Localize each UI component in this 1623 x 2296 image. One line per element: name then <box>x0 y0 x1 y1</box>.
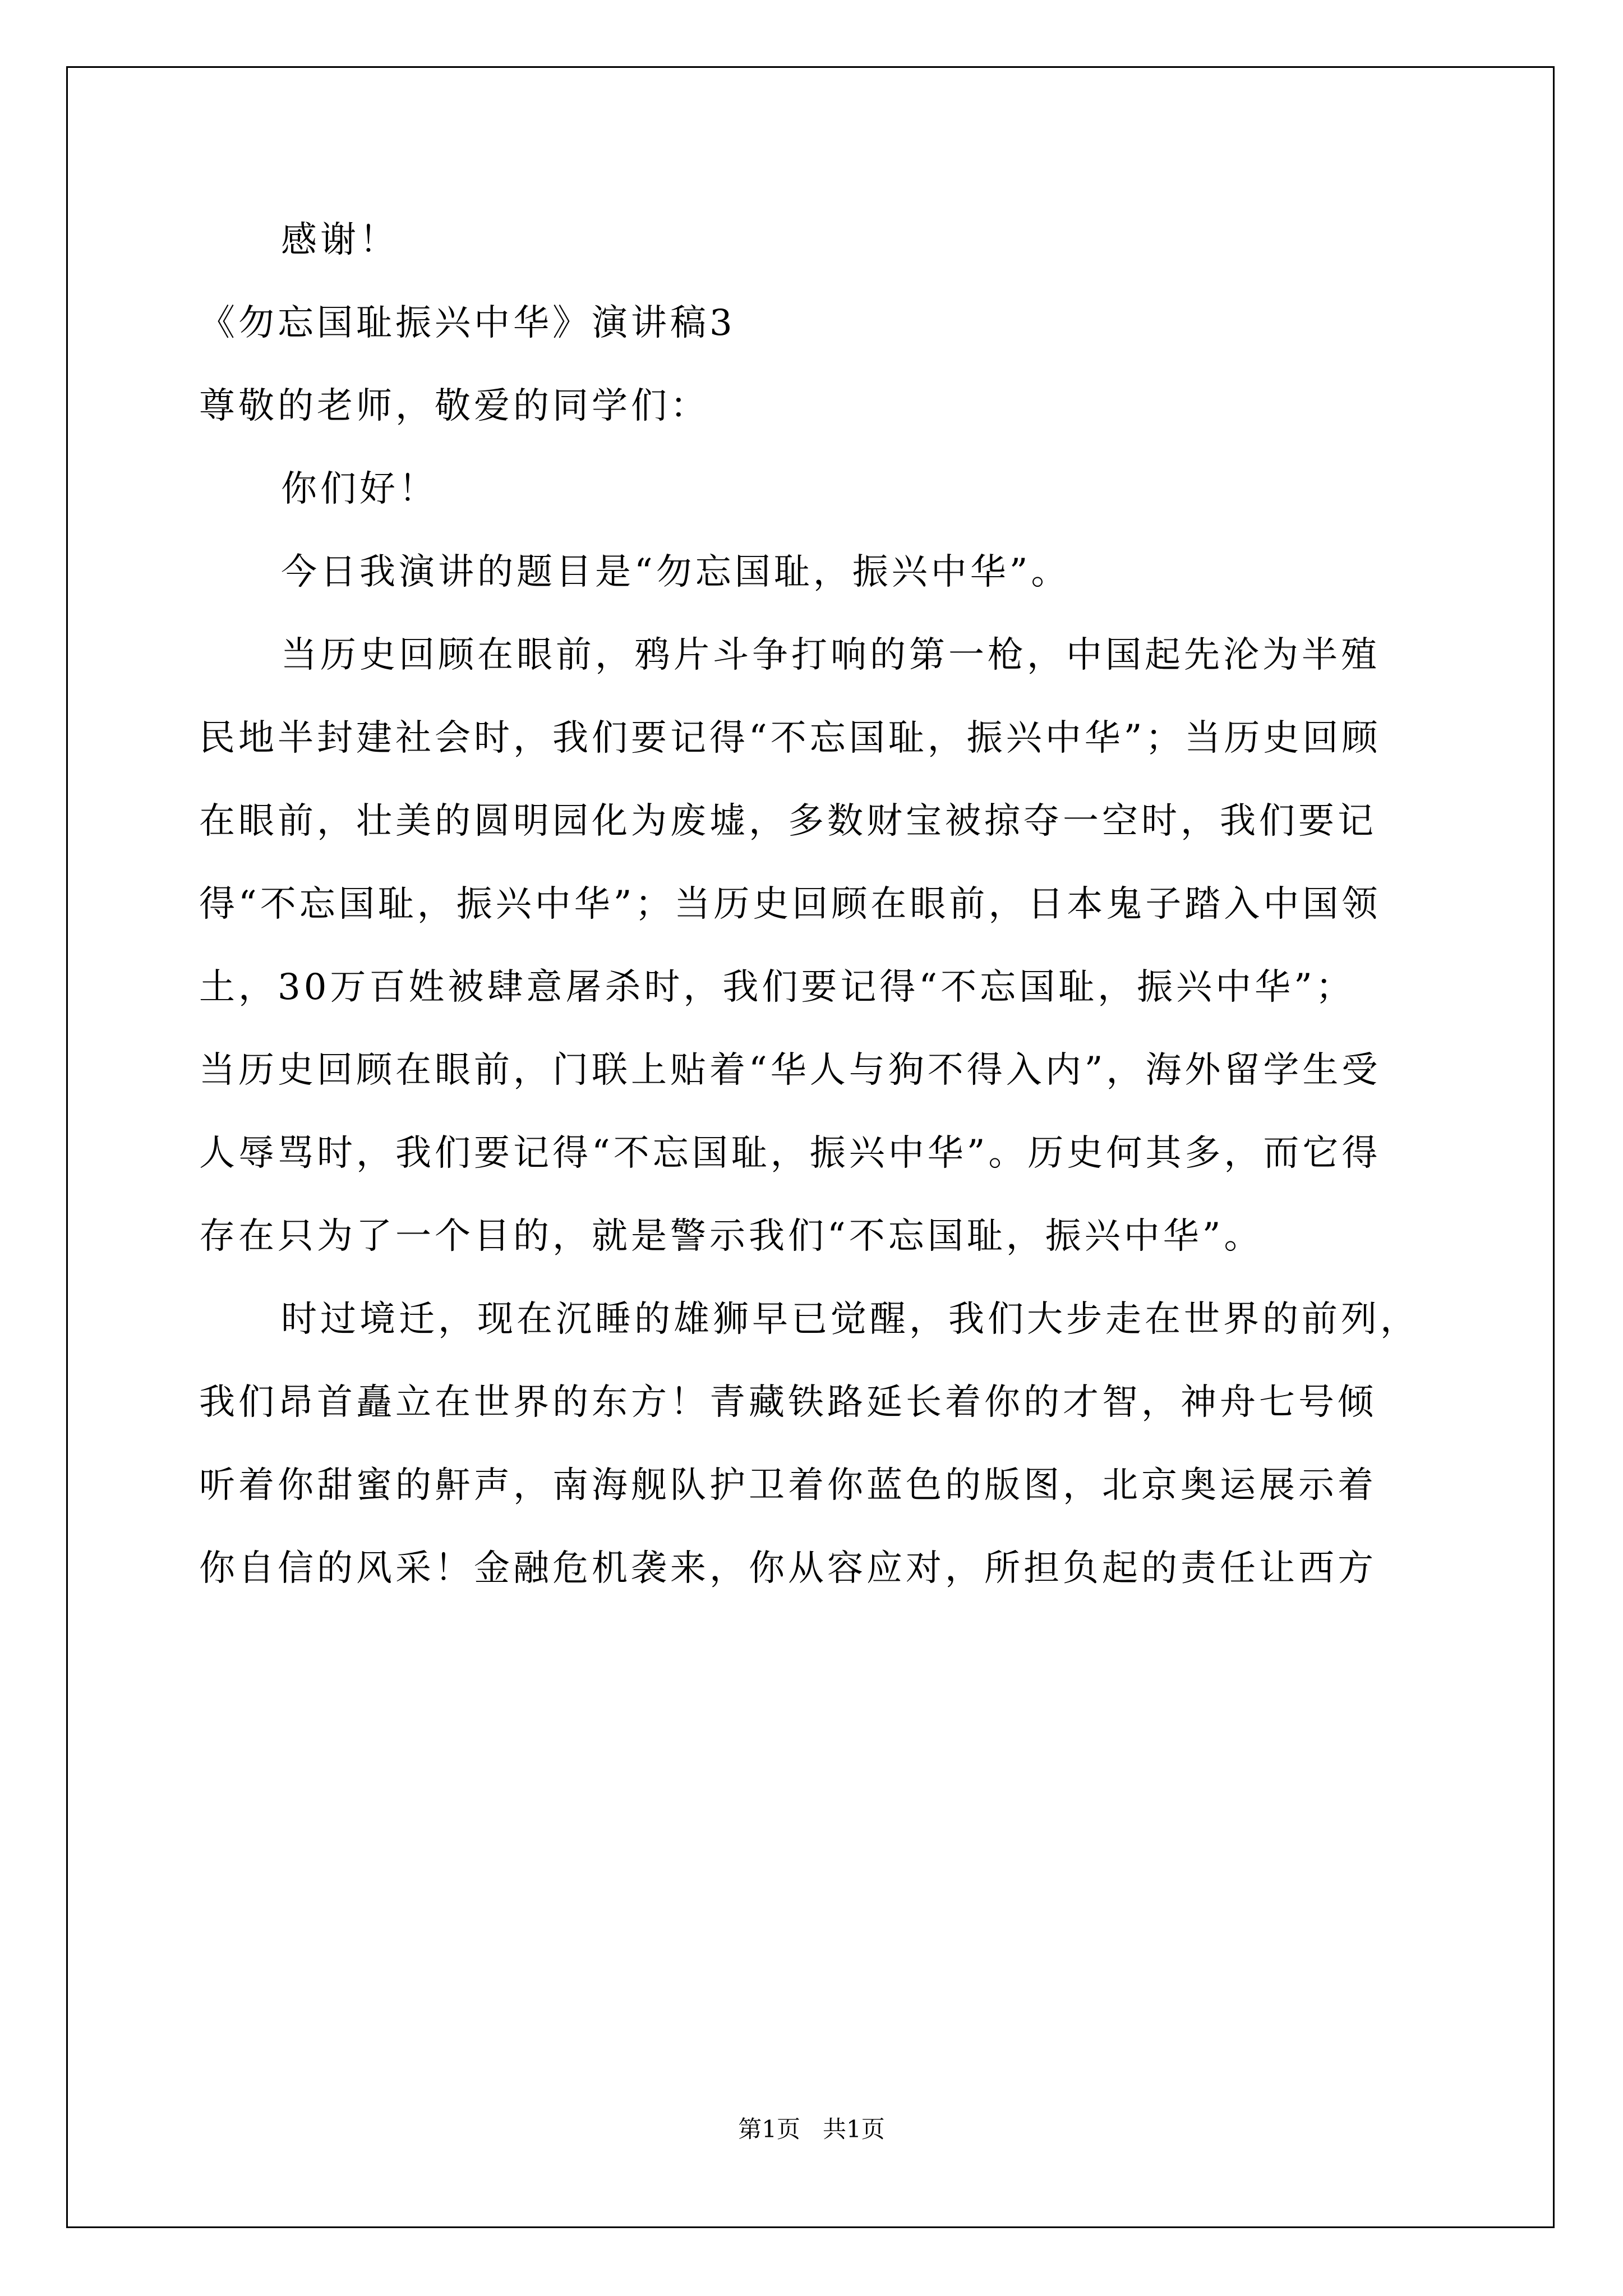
paragraph-line: 人辱骂时，我们要记得“不忘国耻，振兴中华”。历史何其多，而它得 <box>199 1133 1381 1174</box>
paragraph-line: 当历史回顾在眼前，门联上贴着“华人与狗不得入内”，海外留学生受 <box>199 1050 1381 1091</box>
page-footer <box>0 2115 1623 2143</box>
paragraph-line: 我们昂首矗立在世界的东方！青藏铁路延长着你的才智，神舟七号倾 <box>199 1382 1377 1423</box>
salutation: 尊敬的老师，敬爱的同学们： <box>199 385 709 427</box>
paragraph-line: 你自信的风采！金融危机袭来，你从容应对，所担负起的责任让西方 <box>199 1548 1377 1589</box>
paragraph-line: 土，30万百姓被肆意屠杀时，我们要记得“不忘国耻，振兴中华”； <box>199 967 1355 1008</box>
paragraph-line: 时过境迁，现在沉睡的雄狮早已觉醒，我们大步走在世界的前列， <box>281 1299 1419 1340</box>
paragraph-line: 听着你甜蜜的鼾声，南海舰队护卫着你蓝色的版图，北京奥运展示着 <box>199 1465 1377 1506</box>
paragraph-line: 存在只为了一个目的，就是警示我们“不忘国耻，振兴中华”。 <box>199 1216 1264 1257</box>
paragraph-line: 得“不忘国耻，振兴中华”；当历史回顾在眼前，日本鬼子踏入中国领 <box>199 884 1381 925</box>
page-number: 第1页 <box>738 2115 800 2143</box>
greeting: 你们好！ <box>281 468 438 510</box>
paragraph-line: 在眼前，壮美的圆明园化为废墟，多数财宝被掠夺一空时，我们要记 <box>199 800 1377 842</box>
speech-title: 《勿忘国耻振兴中华》演讲稿3 <box>199 302 736 344</box>
paragraph-line: 今日我演讲的题目是“勿忘国耻，振兴中华”。 <box>281 551 1071 593</box>
page-total: 共1页 <box>823 2115 885 2143</box>
paragraph-line: 民地半封建社会时，我们要记得“不忘国耻，振兴中华”；当历史回顾 <box>199 717 1381 759</box>
closing-thanks: 感谢！ <box>281 219 399 261</box>
paragraph-line: 当历史回顾在眼前，鸦片斗争打响的第一枪，中国起先沦为半殖 <box>281 634 1380 676</box>
